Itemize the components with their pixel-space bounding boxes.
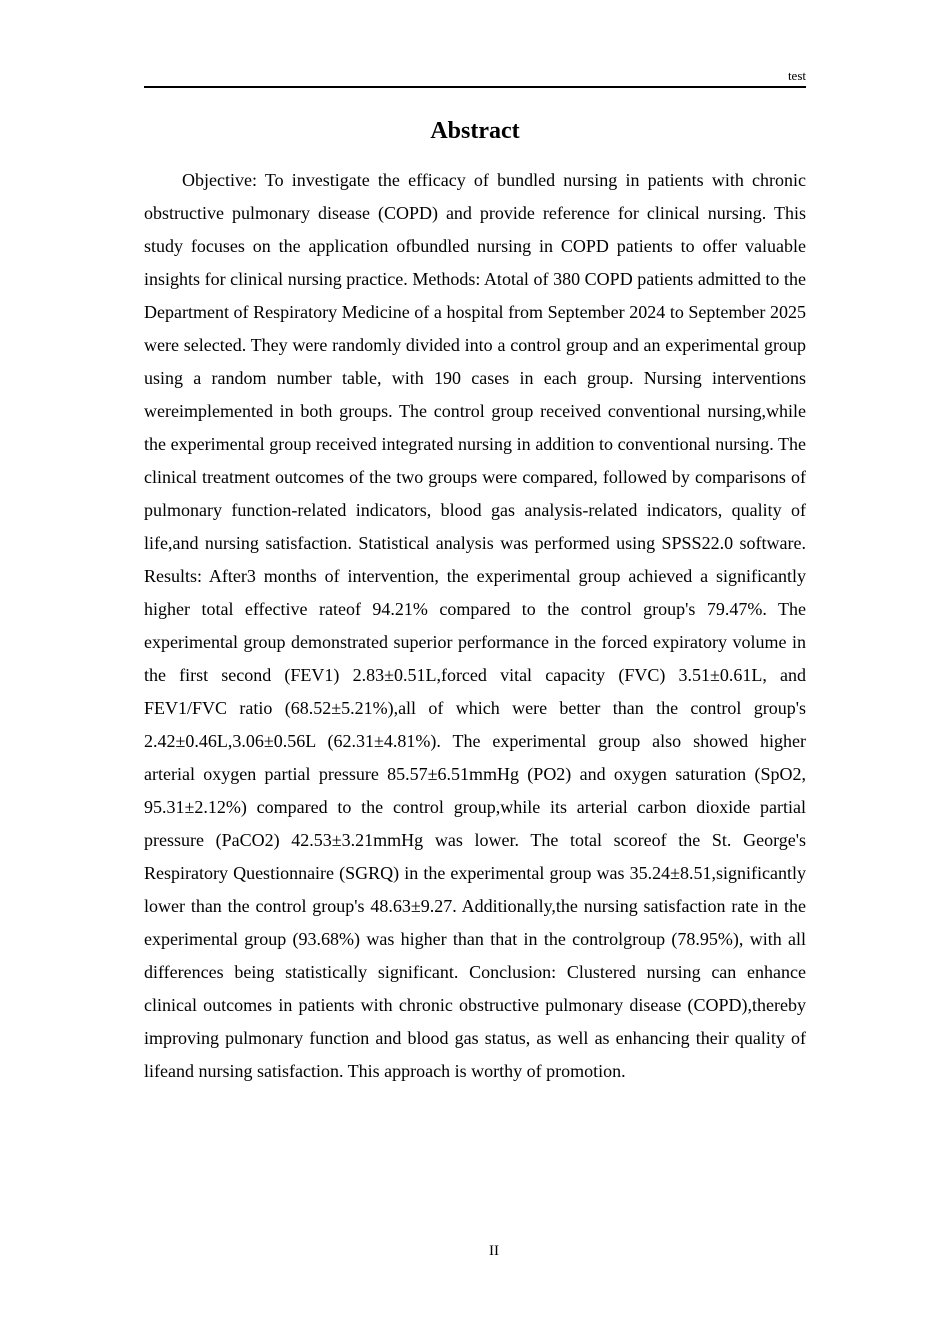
running-header — [144, 67, 806, 88]
page-number: II — [489, 1243, 499, 1259]
abstract-paragraph: Objective: To investigate the efficacy of bundled nursing in patients with chronic obstructive pulmonary disease (COPD) and provide reference for clinical nursing. This study focuses on the application ofbundled nursing in COPD patients to offer valuable insights for clinical nursing practice. Methods: Atotal of 380 COPD patients admitted to the Department of Respiratory Medicine of a hospital from September 2024 to September 2025 were selected. They were randomly divided into a control group and an experimental group using a random number table, with 190 cases in each group. Nursing interventions wereimplemented in both groups. The control group received conventional nursing,while the experimental group received integrated nursing in addition to conventional nursing. The clinical treatment outcomes of the two groups were compared, followed by comparisons of pulmonary function-related indicators, blood gas analysis-related indicators, quality of life,and nursing satisfaction. Statistical analysis was performed using SPSS22.0 software. Results: After3 months of intervention, the experimental group achieved a significantly higher total effective rateof 94.21% compared to the control group's 79.47%. The experimental group demonstrated superior performance in the forced expiratory volume in the first second (FEV1) 2.83±0.51L,forced vital capacity (FVC) 3.51±0.61L, and FEV1/FVC ratio (68.52±5.21%),all of which were better than the control group's 2.42±0.46L,3.06±0.56L (62.31±4.81%). The experimental group also showed higher arterial oxygen partial pressure 85.57±6.51mmHg (PO2) and oxygen saturation (SpO2, 95.31±2.12%) compared to the control group,while its arterial carbon dioxide partial pressure (PaCO2) 42.53±3.21mmHg was lower. The total scoreof the St. George's Respiratory Questionnaire (SGRQ) in the experimental group was 35.24±8.51,significantly lower than the control group's 48.63±9.27. Additionally,the nursing satisfaction rate in the experimental group (93.68%) was higher than that in the controlgroup (78.95%), with all differences being statistically significant. Conclusion: Clustered nursing can enhance clinical outcomes in patients with chronic obstructive pulmonary disease (COPD),thereby improving pulmonary function and blood gas status, as well as enhancing their quality of lifeand nursing satisfaction. This approach is worthy of promotion. — [144, 170, 806, 1081]
abstract-title: Abstract — [430, 118, 520, 144]
running-header-text: test — [787, 68, 806, 83]
